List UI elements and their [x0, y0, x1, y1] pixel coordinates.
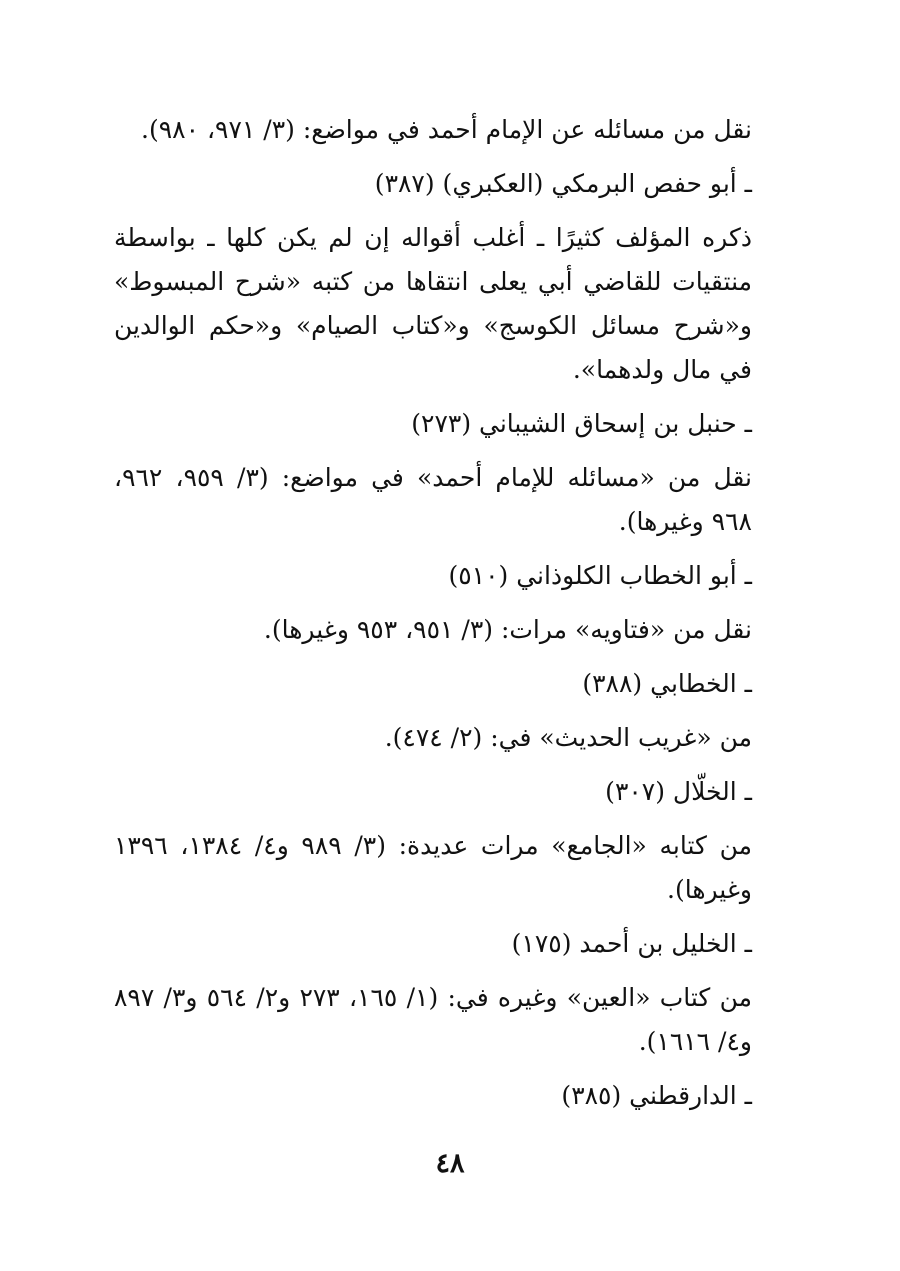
entry-heading: ـ الدارقطني (٣٨٥)	[561, 1081, 752, 1110]
paragraph-text: نقل من «فتاويه» مرات: (٣/ ٩٥١، ٩٥٣ وغيرها).	[263, 615, 752, 644]
paragraph-text: من «غريب الحديث» في: (٢/ ٤٧٤).	[384, 723, 752, 752]
paragraph-text: نقل من «مسائله للإمام أحمد» في مواضع: (٣/ ٩٥٩، ٩٦٢، ٩٦٨ وغيرها).	[114, 463, 753, 536]
paragraph-text: ذكره المؤلف كثيرًا ـ أغلب أقواله إن لم يكن كلها ـ بواسطة منتقيات للقاضي أبي يعلى انتقاها من كتبه «شرح المبسوط» و«شرح مسائل الكوسج» و«كتاب الصيام» و«حكم الوالدين في مال ولدهما».	[114, 223, 752, 384]
entry-heading: ـ الخطابي (٣٨٨)	[582, 669, 752, 698]
entry-heading: ـ حنبل بن إسحاق الشيباني (٢٧٣)	[411, 409, 752, 438]
paragraph-text: من كتابه «الجامع» مرات عديدة: (٣/ ٩٨٩ و٤/ ١٣٨٤، ١٣٩٦ وغيرها).	[114, 831, 753, 904]
paragraph-text: من كتاب «العين» وغيره في: (١/ ١٦٥، ٢٧٣ و٢/ ٥٦٤ و٣/ ٨٩٧ و٤/ ١٦١٦).	[114, 983, 752, 1056]
entry-heading: ـ أبو الخطاب الكلوذاني (٥١٠)	[448, 561, 752, 590]
entry-heading: ـ أبو حفص البرمكي (العكبري) (٣٨٧)	[374, 169, 752, 198]
entry-heading: ـ الخليل بن أحمد (١٧٥)	[511, 929, 752, 958]
paragraph-text: نقل من مسائله عن الإمام أحمد في مواضع: (٣/ ٩٧١، ٩٨٠).	[141, 115, 752, 144]
page-number: ٤٨	[435, 1148, 465, 1179]
entry-heading: ـ الخلّال (٣٠٧)	[605, 777, 752, 806]
page-body	[114, 108, 780, 1128]
